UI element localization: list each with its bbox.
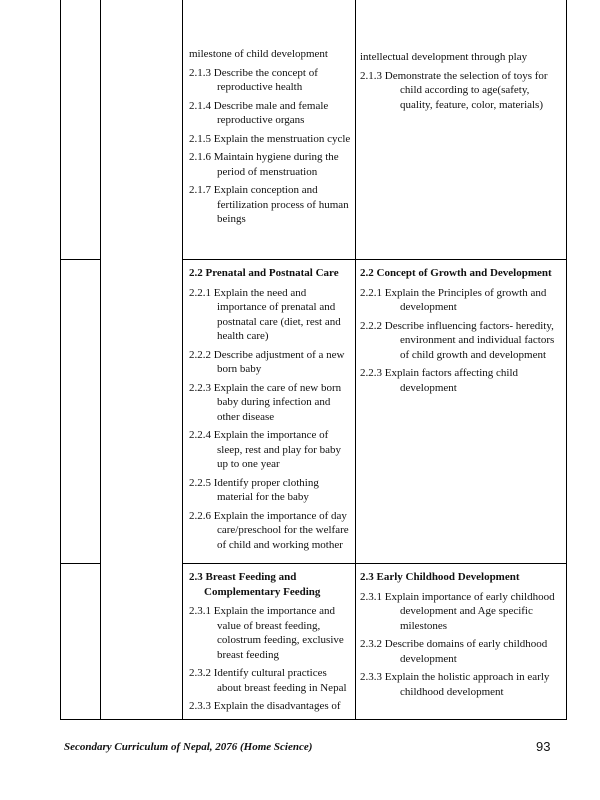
item-text: Describe domains of early childhood development: [384, 638, 548, 665]
item-number: 2.1.7: [189, 184, 211, 196]
item-text: Maintain hygiene during the period of menstruation: [213, 151, 339, 178]
list-item: [189, 183, 353, 227]
table-column-divider: [355, 0, 356, 719]
item-number: 2.3.3: [360, 671, 382, 683]
item-text: Explain the Principles of growth and development: [384, 286, 547, 313]
item-text: Explain factors affecting child development: [384, 367, 519, 394]
item-number: 2.3.3: [189, 700, 211, 712]
item-text: Explain conception and fertilization process of human beings: [213, 184, 349, 225]
section-1-left-cell: [189, 47, 353, 231]
list-item: [360, 366, 562, 395]
item-text: Explain importance of early childhood development and Age specific milestones: [384, 590, 555, 632]
list-item: [360, 590, 562, 634]
section-2-right-cell: [360, 266, 562, 399]
item-number: 2.2.2: [189, 348, 211, 361]
item-text: Explain the need and importance of prenatal and postnatal care (diet, rest and health care): [213, 286, 341, 342]
list-item: [360, 637, 562, 666]
item-number: 2.2.5: [189, 476, 211, 489]
list-item: [189, 699, 353, 714]
list-item: [189, 381, 353, 425]
item-text: Explain the disadvantages of: [213, 700, 341, 712]
item-text: Identify cultural practices about breast feeding in Nepal: [213, 667, 347, 694]
item-number: 2.1.3: [360, 69, 382, 82]
list-item: [360, 69, 562, 113]
item-text: Explain the importance of sleep, rest and play for baby up to one year: [213, 429, 342, 470]
list-item: [189, 476, 353, 505]
list-item: [189, 428, 353, 472]
page-footer-title: Secondary Curriculum of Nepal, 2076 (Home Science): [64, 741, 313, 753]
item-text: milestone of child development: [189, 48, 328, 60]
list-item: [189, 604, 353, 662]
list-item: [189, 47, 353, 62]
item-number: 2.3.2: [189, 667, 211, 679]
list-item: [189, 66, 353, 95]
list-item: [189, 286, 353, 344]
item-text: intellectual development through play: [360, 51, 528, 63]
row-divider: [182, 259, 566, 260]
item-number: 2.3.1: [360, 590, 382, 603]
section-1-right-cell: [360, 50, 562, 116]
list-item: [189, 99, 353, 128]
list-item: [189, 348, 353, 377]
item-number: 2.1.4: [189, 99, 211, 112]
item-text: Explain the care of new born baby during infection and other disease: [213, 381, 342, 423]
section-heading: 2.3 Early Childhood Development: [360, 571, 520, 583]
item-number: 2.1.6: [189, 151, 211, 163]
item-number: 2.2.3: [360, 367, 382, 379]
section-heading: 2.3 Breast Feeding and Complementary Feeding: [189, 571, 321, 598]
item-number: 2.1.3: [189, 66, 211, 79]
table-column-divider: [182, 0, 183, 719]
list-item: [189, 132, 353, 147]
list-item: [189, 509, 353, 553]
list-item: [360, 50, 562, 65]
item-number: 2.2.1: [360, 286, 382, 299]
item-text: Describe the concept of reproductive health: [213, 66, 318, 93]
item-text: Explain the menstruation cycle: [213, 132, 351, 145]
section-heading: 2.2 Concept of Growth and Development: [360, 267, 552, 279]
item-text: Explain the holistic approach in early childhood development: [384, 671, 550, 698]
section-2-left-cell: [189, 266, 353, 556]
item-text: Demonstrate the selection of toys for child according to age(safety, quality, feature, color, materials): [384, 69, 548, 111]
list-item: [189, 150, 353, 179]
item-number: 2.2.2: [360, 319, 382, 332]
item-number: 2.3.1: [189, 605, 211, 617]
table-column-divider: [100, 0, 101, 719]
page-number: 93: [536, 739, 551, 754]
section-heading: 2.2 Prenatal and Postnatal Care: [189, 267, 339, 279]
row-divider: [182, 563, 566, 564]
list-item: [360, 670, 562, 699]
table-border-left: [60, 0, 61, 719]
list-item: [360, 319, 562, 363]
item-number: 2.2.6: [189, 509, 211, 522]
item-number: 2.3.2: [360, 638, 382, 650]
row-divider: [60, 259, 100, 260]
item-number: 2.2.1: [189, 286, 211, 299]
item-text: Describe adjustment of a new born baby: [213, 348, 345, 375]
item-number: 2.2.3: [189, 381, 211, 394]
item-text: Describe male and female reproductive organs: [213, 99, 329, 126]
item-text: Explain the importance and value of breast feeding, colostrum feeding, exclusive breast feeding: [213, 605, 344, 661]
list-item: [189, 666, 353, 695]
item-number: 2.1.5: [189, 132, 211, 145]
item-text: Identify proper clothing material for the baby: [213, 476, 319, 503]
item-text: Explain the importance of day care/preschool for the welfare of child and working mother: [213, 509, 349, 551]
table-border-bottom: [60, 719, 567, 720]
list-item: [360, 286, 562, 315]
section-3-right-cell: [360, 570, 562, 703]
row-divider: [60, 563, 100, 564]
section-3-left-cell: [189, 570, 353, 718]
item-number: 2.2.4: [189, 429, 211, 441]
item-text: Describe influencing factors- heredity, environment and individual factors of child growth and development: [384, 319, 555, 361]
table-border-right: [566, 0, 567, 719]
